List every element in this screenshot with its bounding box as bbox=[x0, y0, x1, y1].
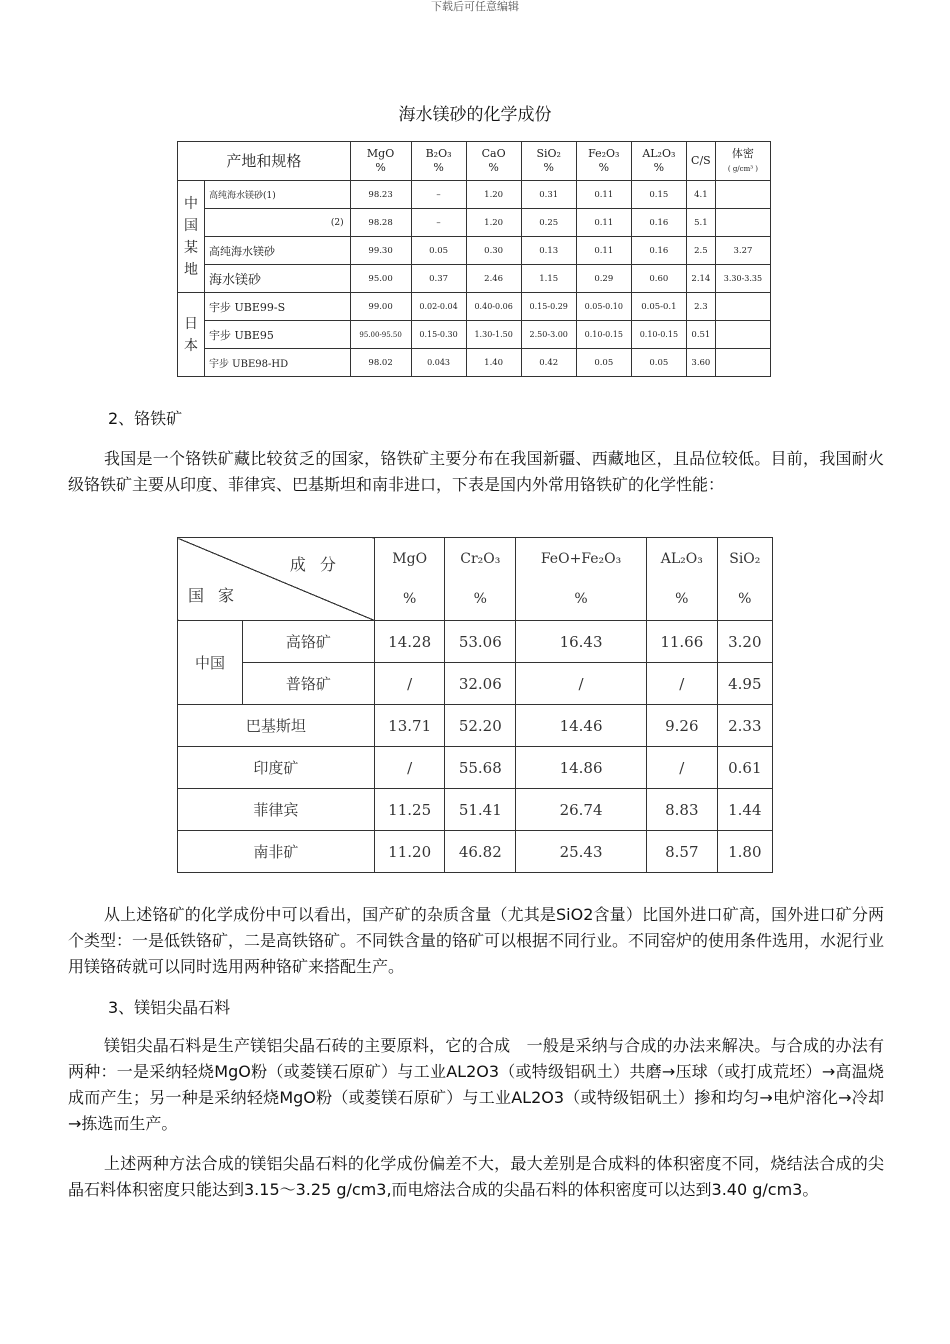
cell: 11.66 bbox=[646, 621, 717, 663]
cell: 0.40-0.06 bbox=[466, 293, 521, 321]
cell: 0.60 bbox=[631, 265, 686, 293]
table-row bbox=[178, 747, 773, 789]
cell: 2.3 bbox=[686, 293, 715, 321]
header-density: 体密 ( g/cm³ ) bbox=[715, 142, 770, 181]
table-row bbox=[178, 621, 773, 663]
row-name: (2) bbox=[205, 209, 351, 237]
cell: 25.43 bbox=[516, 831, 647, 873]
header-fe2o3: Fe₂O₃ % bbox=[576, 142, 631, 181]
table-row bbox=[178, 265, 771, 293]
cell: 0.31 bbox=[521, 181, 576, 209]
cell: 0.05-0.10 bbox=[576, 293, 631, 321]
cell: 14.86 bbox=[516, 747, 647, 789]
table-row bbox=[178, 663, 773, 705]
cell: 32.06 bbox=[445, 663, 516, 705]
cell: 16.43 bbox=[516, 621, 647, 663]
row-name: 高铬矿 bbox=[243, 621, 375, 663]
cell: 0.16 bbox=[631, 209, 686, 237]
table-header-row bbox=[178, 538, 773, 621]
cell: 4.95 bbox=[717, 663, 772, 705]
row-name: 印度矿 bbox=[178, 747, 375, 789]
cell: / bbox=[516, 663, 647, 705]
magnesia-composition-table bbox=[177, 141, 771, 377]
row-name: 宇步 UBE99-S bbox=[205, 293, 351, 321]
section2-paragraph: 我国是一个铬铁矿藏比较贫乏的国家，铬铁矿主要分布在我国新疆、西藏地区，且品位较低。目前，我国耐火级铬铁矿主要从印度、菲律宾、巴基斯坦和南非进口，下表是国内外常用铬铁矿的化学性能： bbox=[68, 449, 884, 494]
cell: / bbox=[646, 663, 717, 705]
region-japan: 日本 bbox=[178, 293, 205, 377]
table1-title: 海水镁砂的化学成份 bbox=[398, 105, 552, 125]
cell: 98.23 bbox=[350, 181, 411, 209]
cell: 13.71 bbox=[374, 705, 445, 747]
table-row bbox=[178, 789, 773, 831]
cell: 26.74 bbox=[516, 789, 647, 831]
table-row bbox=[178, 705, 773, 747]
cell: 2.46 bbox=[466, 265, 521, 293]
section3-paragraph-1: 镁铝尖晶石料是生产镁铝尖晶石砖的主要原料，它的合成 一般是采纳与合成的办法来解决。与合成的办法有两种：一是采纳轻烧MgO粉（或菱镁石原矿）与工业AL2O3（或特级铝矾土）共磨→压球（或打成荒坯）→高温烧成而产生；另一种是采纳轻烧MgO粉（或菱镁石原矿）与工业AL2O3（或特级铝矾土）掺和均匀→电炉溶化→冷却→拣选而生产。 bbox=[68, 1036, 884, 1133]
cell: 2.50-3.00 bbox=[521, 321, 576, 349]
header-origin: 产地和规格 bbox=[178, 142, 351, 181]
cell: 95.00 bbox=[350, 265, 411, 293]
table-row bbox=[178, 831, 773, 873]
cell: 0.25 bbox=[521, 209, 576, 237]
cell: – bbox=[411, 181, 466, 209]
cell bbox=[715, 293, 770, 321]
table-row bbox=[178, 181, 771, 209]
cell: 0.15-0.29 bbox=[521, 293, 576, 321]
row-name: 普铬矿 bbox=[243, 663, 375, 705]
row-name: 海水镁砂 bbox=[205, 265, 351, 293]
header-sio2: SiO₂ % bbox=[521, 142, 576, 181]
table-row bbox=[178, 209, 771, 237]
header-cr2o3: Cr₂O₃ % bbox=[445, 538, 516, 621]
table-row bbox=[178, 293, 771, 321]
cell: 1.40 bbox=[466, 349, 521, 377]
cell: 1.15 bbox=[521, 265, 576, 293]
header-mgo: MgO % bbox=[374, 538, 445, 621]
cell: 1.80 bbox=[717, 831, 772, 873]
cell: 0.61 bbox=[717, 747, 772, 789]
cell: 46.82 bbox=[445, 831, 516, 873]
table-header-row bbox=[178, 142, 771, 181]
cell: / bbox=[374, 663, 445, 705]
diag-bottom-label: 国家 bbox=[188, 586, 249, 605]
cell: 0.11 bbox=[576, 181, 631, 209]
section3-paragraph-2: 上述两种方法合成的镁铝尖晶石料的化学成份偏差不大，最大差别是合成料的体积密度不同，烧结法合成的尖晶石料体积密度只能达到3.15～3.25 g/cm3,而电熔法合成的尖晶石料的体积密度可以达到3.40 g/cm3。 bbox=[68, 1154, 884, 1199]
row-name: 宇步 UBE98-HD bbox=[205, 349, 351, 377]
cell: 0.05 bbox=[631, 349, 686, 377]
cell: 3.30-3.35 bbox=[715, 265, 770, 293]
cell: 1.20 bbox=[466, 209, 521, 237]
row-name: 宇步 UBE95 bbox=[205, 321, 351, 349]
cell: / bbox=[374, 747, 445, 789]
cell: 14.46 bbox=[516, 705, 647, 747]
table-row bbox=[178, 321, 771, 349]
paragraph-after-table2: 从上述铬矿的化学成份中可以看出，国产矿的杂质含量（尤其是SiO2含量）比国外进口矿高，国外进口矿分两个类型：一是低铁铬矿，二是高铁铬矿。不同铁含量的铬矿可以根据不同行业。不同窑炉的使用条件选用，水泥行业用镁铬砖就可以同时选用两种铬矿来搭配生产。 bbox=[68, 905, 885, 976]
cell: 0.05-0.1 bbox=[631, 293, 686, 321]
cell: 3.60 bbox=[686, 349, 715, 377]
page-header-watermark: 下载后可任意编辑 bbox=[431, 0, 519, 13]
cell: 0.05 bbox=[411, 237, 466, 265]
cell: 9.26 bbox=[646, 705, 717, 747]
cell bbox=[715, 209, 770, 237]
cell: 55.68 bbox=[445, 747, 516, 789]
row-group-china: 中国 bbox=[178, 621, 243, 705]
cell: 0.42 bbox=[521, 349, 576, 377]
header-mgo: MgO % bbox=[350, 142, 411, 181]
row-name: 南非矿 bbox=[178, 831, 375, 873]
cell: 0.13 bbox=[521, 237, 576, 265]
cell: 1.44 bbox=[717, 789, 772, 831]
cell: 0.51 bbox=[686, 321, 715, 349]
cell: 11.20 bbox=[374, 831, 445, 873]
header-cao: CaO % bbox=[466, 142, 521, 181]
cell: 99.30 bbox=[350, 237, 411, 265]
row-name: 高纯海水镁砂 bbox=[205, 237, 351, 265]
cell: 8.83 bbox=[646, 789, 717, 831]
cell: 4.1 bbox=[686, 181, 715, 209]
chromite-composition-table bbox=[177, 537, 773, 873]
cell: 11.25 bbox=[374, 789, 445, 831]
cell: 2.33 bbox=[717, 705, 772, 747]
row-name: 巴基斯坦 bbox=[178, 705, 375, 747]
cell: 0.15-0.30 bbox=[411, 321, 466, 349]
header-b2o3: B₂O₃ % bbox=[411, 142, 466, 181]
cell bbox=[715, 349, 770, 377]
region-china: 中国某地 bbox=[178, 181, 205, 293]
cell bbox=[715, 321, 770, 349]
cell: 1.30-1.50 bbox=[466, 321, 521, 349]
cell: 0.02-0.04 bbox=[411, 293, 466, 321]
header-cs: C/S bbox=[686, 142, 715, 181]
cell: 0.10-0.15 bbox=[631, 321, 686, 349]
row-name: 菲律宾 bbox=[178, 789, 375, 831]
cell: – bbox=[411, 209, 466, 237]
header-sio2: SiO₂ % bbox=[717, 538, 772, 621]
section2-heading: 2、铬铁矿 bbox=[108, 409, 183, 428]
cell: 52.20 bbox=[445, 705, 516, 747]
cell: 98.02 bbox=[350, 349, 411, 377]
cell: 51.41 bbox=[445, 789, 516, 831]
cell: 0.05 bbox=[576, 349, 631, 377]
cell bbox=[715, 181, 770, 209]
row-name: 高纯海水镁砂(1) bbox=[205, 181, 351, 209]
cell: 53.06 bbox=[445, 621, 516, 663]
cell: 2.14 bbox=[686, 265, 715, 293]
diag-top-label: 成分 bbox=[289, 555, 350, 574]
cell: 95.00-95.50 bbox=[350, 321, 411, 349]
cell: 8.57 bbox=[646, 831, 717, 873]
cell: 1.20 bbox=[466, 181, 521, 209]
diagonal-header-cell bbox=[178, 538, 375, 621]
table-row bbox=[178, 237, 771, 265]
header-al2o3: AL₂O₃ % bbox=[646, 538, 717, 621]
cell: 5.1 bbox=[686, 209, 715, 237]
cell: 2.5 bbox=[686, 237, 715, 265]
cell: 0.11 bbox=[576, 237, 631, 265]
cell: 99.00 bbox=[350, 293, 411, 321]
cell: 0.29 bbox=[576, 265, 631, 293]
section3-heading: 3、镁铝尖晶石料 bbox=[108, 998, 231, 1017]
table-row bbox=[178, 349, 771, 377]
cell: 0.16 bbox=[631, 237, 686, 265]
cell: 3.27 bbox=[715, 237, 770, 265]
cell: 98.28 bbox=[350, 209, 411, 237]
cell: 0.043 bbox=[411, 349, 466, 377]
cell: 0.11 bbox=[576, 209, 631, 237]
cell: 0.10-0.15 bbox=[576, 321, 631, 349]
header-al2o3: AL₂O₃ % bbox=[631, 142, 686, 181]
cell: 14.28 bbox=[374, 621, 445, 663]
cell: 0.30 bbox=[466, 237, 521, 265]
header-feo-fe2o3: FeO+Fe₂O₃ % bbox=[516, 538, 647, 621]
cell: 0.37 bbox=[411, 265, 466, 293]
cell: / bbox=[646, 747, 717, 789]
cell: 0.15 bbox=[631, 181, 686, 209]
cell: 3.20 bbox=[717, 621, 772, 663]
